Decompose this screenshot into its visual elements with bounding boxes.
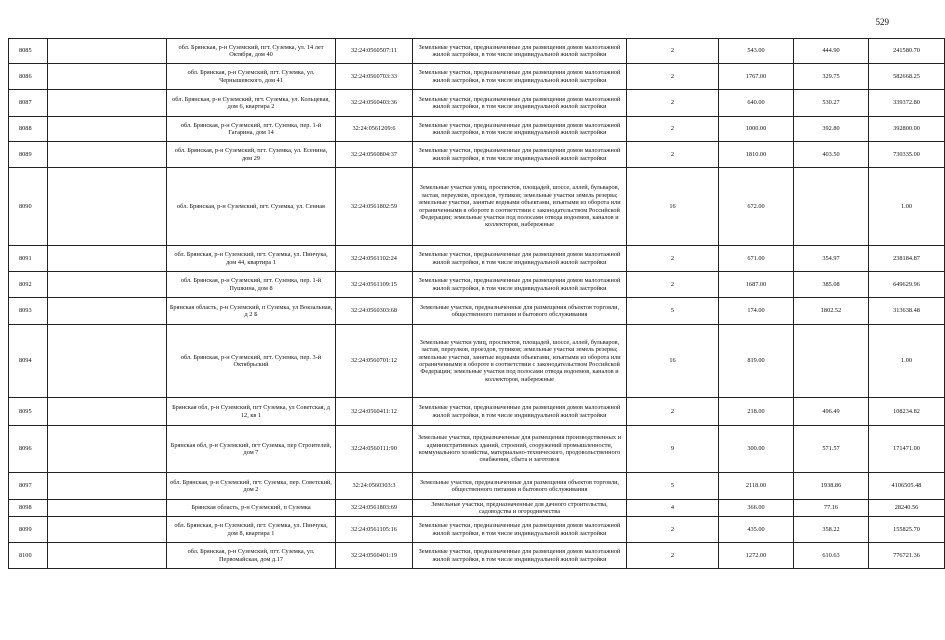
empty-cell bbox=[48, 117, 167, 142]
area-cell: 1000.00 bbox=[719, 117, 794, 142]
cadastral-number-cell: 32:24:0561109:15 bbox=[336, 272, 413, 298]
group-cell: 9 bbox=[627, 426, 719, 473]
address-cell: обл. Брянская, р-н Суземский, пгт. Суземка, пер. 1-й Гагарина, дом 14 bbox=[167, 117, 336, 142]
table-row bbox=[9, 298, 945, 325]
cadastral-number-cell: 32:24:0560303:3 bbox=[336, 473, 413, 500]
table-row bbox=[9, 117, 945, 142]
row-number: 8093 bbox=[9, 298, 48, 325]
address-cell: Брянская обл, р-н Суземский, пгт Суземка, пер Строителей, дом 7 bbox=[167, 426, 336, 473]
row-number: 8088 bbox=[9, 117, 48, 142]
table-row bbox=[9, 168, 945, 246]
table-row bbox=[9, 325, 945, 398]
row-number: 8097 bbox=[9, 473, 48, 500]
land-use-cell: Земельные участки, предназначенные для размещения объектов торговли, общественного питания и бытового обслуживания bbox=[413, 298, 627, 325]
group-cell: 2 bbox=[627, 517, 719, 543]
specific-value-cell: 1938.86 bbox=[794, 473, 869, 500]
land-use-cell: Земельные участки, предназначенные для размещения домов малоэтажной жилой застройки, в том числе индивидуальной жилой застройки bbox=[413, 517, 627, 543]
group-cell: 2 bbox=[627, 142, 719, 168]
group-cell: 5 bbox=[627, 298, 719, 325]
land-use-cell: Земельные участки, предназначенные для размещения объектов торговли, общественного питания и бытового обслуживания bbox=[413, 473, 627, 500]
land-use-cell: Земельные участки, предназначенные для размещения домов малоэтажной жилой застройки, в том числе индивидуальной жилой застройки bbox=[413, 543, 627, 569]
cadastral-number-cell: 32:24:0560703:33 bbox=[336, 64, 413, 90]
land-use-cell: Земельные участки, предназначенные для размещения домов малоэтажной жилой застройки, в том числе индивидуальной жилой застройки bbox=[413, 398, 627, 426]
row-number: 8092 bbox=[9, 272, 48, 298]
address-cell: обл. Брянская, р-н Суземский, пгт. Суземка, ул. 14 лет Октября, дом 40 bbox=[167, 39, 336, 64]
group-cell: 2 bbox=[627, 272, 719, 298]
address-cell: Брянская обл, р-н Суземский, пгт Суземка, ул Советская, д 12, кв 1 bbox=[167, 398, 336, 426]
table-row bbox=[9, 246, 945, 272]
cadastral-value-cell: 28240.56 bbox=[869, 500, 945, 517]
address-cell: обл. Брянская, р-н Суземский, пгт. Суземка, ул. Первомайская, дом д.17 bbox=[167, 543, 336, 569]
empty-cell bbox=[48, 39, 167, 64]
row-number: 8089 bbox=[9, 142, 48, 168]
specific-value-cell bbox=[794, 325, 869, 398]
address-cell: обл. Брянская, р-н Суземский, пгт. Суземка, ул. Пинчука, дом 44, квартира 1 bbox=[167, 246, 336, 272]
address-cell: обл. Брянская, р-н Суземский, пгт. Суземка, ул. Есенина, дом 29 bbox=[167, 142, 336, 168]
row-number: 8091 bbox=[9, 246, 48, 272]
table-row bbox=[9, 398, 945, 426]
empty-cell bbox=[48, 142, 167, 168]
land-use-cell: Земельные участки, предназначенные для размещения домов малоэтажной жилой застройки, в том числе индивидуальной жилой застройки bbox=[413, 64, 627, 90]
cadastral-value-cell: 730335.00 bbox=[869, 142, 945, 168]
row-number: 8100 bbox=[9, 543, 48, 569]
cadastral-number-cell: 32:24:0560111:90 bbox=[336, 426, 413, 473]
group-cell: 2 bbox=[627, 117, 719, 142]
area-cell: 2118.00 bbox=[719, 473, 794, 500]
cadastral-number-cell: 32:24:0561102:24 bbox=[336, 246, 413, 272]
row-number: 8086 bbox=[9, 64, 48, 90]
specific-value-cell: 403.50 bbox=[794, 142, 869, 168]
empty-cell bbox=[48, 426, 167, 473]
table-row bbox=[9, 272, 945, 298]
cadastral-number-cell: 32:24:0560303:68 bbox=[336, 298, 413, 325]
empty-cell bbox=[48, 64, 167, 90]
specific-value-cell: 496.49 bbox=[794, 398, 869, 426]
area-cell: 1272.00 bbox=[719, 543, 794, 569]
area-cell: 1767.00 bbox=[719, 64, 794, 90]
table-row bbox=[9, 64, 945, 90]
cadastral-number-cell: 32:24:0560403:36 bbox=[336, 90, 413, 117]
row-number: 8090 bbox=[9, 168, 48, 246]
row-number: 8096 bbox=[9, 426, 48, 473]
cadastral-value-cell: 155825.70 bbox=[869, 517, 945, 543]
address-cell: обл. Брянская, р-н Суземский, пгт. Суземка, ул. Сенная bbox=[167, 168, 336, 246]
cadastral-number-cell: 32:24:0561803:69 bbox=[336, 500, 413, 517]
group-cell: 2 bbox=[627, 543, 719, 569]
area-cell: 640.00 bbox=[719, 90, 794, 117]
group-cell: 16 bbox=[627, 168, 719, 246]
row-number: 8085 bbox=[9, 39, 48, 64]
land-use-cell: Земельные участки, предназначенные для размещения домов малоэтажной жилой застройки, в том числе индивидуальной жилой застройки bbox=[413, 39, 627, 64]
address-cell: обл. Брянская, р-н Суземский, пгт. Суземка, ул. Чернышевского, дом 41 bbox=[167, 64, 336, 90]
land-use-cell: Земельные участки, предназначенные для размещения домов малоэтажной жилой застройки, в том числе индивидуальной жилой застройки bbox=[413, 90, 627, 117]
cadastral-number-cell: 32:24:0560411:12 bbox=[336, 398, 413, 426]
group-cell: 4 bbox=[627, 500, 719, 517]
cadastral-value-cell: 241580.70 bbox=[869, 39, 945, 64]
area-cell: 543.00 bbox=[719, 39, 794, 64]
specific-value-cell: 1802.52 bbox=[794, 298, 869, 325]
table-row bbox=[9, 142, 945, 168]
empty-cell bbox=[48, 500, 167, 517]
empty-cell bbox=[48, 325, 167, 398]
cadastral-value-cell: 1.00 bbox=[869, 168, 945, 246]
specific-value-cell: 358.22 bbox=[794, 517, 869, 543]
specific-value-cell: 329.75 bbox=[794, 64, 869, 90]
cadastral-number-cell: 32:24:0560507:11 bbox=[336, 39, 413, 64]
specific-value-cell: 385.08 bbox=[794, 272, 869, 298]
cadastral-value-cell: 1.00 bbox=[869, 325, 945, 398]
cadastral-value-cell: 776721.36 bbox=[869, 543, 945, 569]
land-use-cell: Земельные участки улиц, проспектов, площадей, шоссе, аллей, бульваров, застав, переулков, проездов, тупиков; земельные участки земель резерва; земельные участки, занятые водными объектами, изъятыми из оборота или ограниченными в обороте в соответствии с законодательством Российской Федерации; земельные участки под полосами отвода водоемов, каналов и коллекторов, набережные bbox=[413, 325, 627, 398]
area-cell: 174.00 bbox=[719, 298, 794, 325]
address-cell: Брянская область, р-н Суземский, п Суземка bbox=[167, 500, 336, 517]
land-use-cell: Земельные участки, предназначенные для размещения домов малоэтажной жилой застройки, в том числе индивидуальной жилой застройки bbox=[413, 272, 627, 298]
specific-value-cell: 530.27 bbox=[794, 90, 869, 117]
area-cell: 819.00 bbox=[719, 325, 794, 398]
page-number: 529 bbox=[875, 17, 889, 27]
row-number: 8095 bbox=[9, 398, 48, 426]
cadastral-number-cell: 32:24:0560701:12 bbox=[336, 325, 413, 398]
cadastral-value-cell: 649629.96 bbox=[869, 272, 945, 298]
cadastral-number-cell: 32:24:0560804:37 bbox=[336, 142, 413, 168]
group-cell: 2 bbox=[627, 90, 719, 117]
area-cell: 1810.00 bbox=[719, 142, 794, 168]
area-cell: 300.00 bbox=[719, 426, 794, 473]
group-cell: 2 bbox=[627, 64, 719, 90]
table-row bbox=[9, 543, 945, 569]
cadastral-value-cell: 339372.80 bbox=[869, 90, 945, 117]
address-cell: обл. Брянская, р-н Суземский, пгт. Суземка, ул. Пинчука, дом 8, квартира 1 bbox=[167, 517, 336, 543]
specific-value-cell: 444.90 bbox=[794, 39, 869, 64]
specific-value-cell: 392.80 bbox=[794, 117, 869, 142]
empty-cell bbox=[48, 398, 167, 426]
specific-value-cell: 610.63 bbox=[794, 543, 869, 569]
area-cell: 435.00 bbox=[719, 517, 794, 543]
row-number: 8098 bbox=[9, 500, 48, 517]
cadastral-number-cell: 32:24:0561209:6 bbox=[336, 117, 413, 142]
address-cell: Брянская область, р-н Суземский, п Суземка, ул Вокзальная, д 2 Б bbox=[167, 298, 336, 325]
row-number: 8099 bbox=[9, 517, 48, 543]
address-cell: обл. Брянская, р-н Суземский, пгт. Суземка, ул. Кольцевая, дом 6, квартира 2 bbox=[167, 90, 336, 117]
cadastral-value-cell: 108234.82 bbox=[869, 398, 945, 426]
cadastral-value-cell: 4106505.48 bbox=[869, 473, 945, 500]
address-cell: обл. Брянская, р-н Суземский, пгт. Суземка, пер. Советский, дом 2 bbox=[167, 473, 336, 500]
area-cell: 218.00 bbox=[719, 398, 794, 426]
area-cell: 671.00 bbox=[719, 246, 794, 272]
cadastral-number-cell: 32:24:0561802:59 bbox=[336, 168, 413, 246]
area-cell: 1687.00 bbox=[719, 272, 794, 298]
land-use-cell: Земельные участки улиц, проспектов, площадей, шоссе, аллей, бульваров, застав, переулков, проездов, тупиков; земельные участки земель резерва; земельные участки, занятые водными объектами, изъятыми из оборота или ограниченными в обороте в соответствии с законодательством Российской Федерации; земельные участки под полосами отвода водоемов, каналов и коллекторов, набережные bbox=[413, 168, 627, 246]
table-body bbox=[9, 39, 945, 569]
group-cell: 2 bbox=[627, 39, 719, 64]
cadastral-value-cell: 582668.25 bbox=[869, 64, 945, 90]
land-cadastre-table bbox=[8, 38, 945, 569]
empty-cell bbox=[48, 272, 167, 298]
empty-cell bbox=[48, 473, 167, 500]
area-cell: 672.00 bbox=[719, 168, 794, 246]
empty-cell bbox=[48, 543, 167, 569]
land-use-cell: Земельные участки, предназначенные для дачного строительства, садоводства и огородничества bbox=[413, 500, 627, 517]
land-use-cell: Земельные участки, предназначенные для размещения домов малоэтажной жилой застройки, в том числе индивидуальной жилой застройки bbox=[413, 142, 627, 168]
specific-value-cell: 77.16 bbox=[794, 500, 869, 517]
empty-cell bbox=[48, 246, 167, 272]
empty-cell bbox=[48, 90, 167, 117]
group-cell: 5 bbox=[627, 473, 719, 500]
row-number: 8087 bbox=[9, 90, 48, 117]
specific-value-cell: 354.97 bbox=[794, 246, 869, 272]
table-row bbox=[9, 473, 945, 500]
group-cell: 2 bbox=[627, 246, 719, 272]
specific-value-cell: 571.57 bbox=[794, 426, 869, 473]
group-cell: 2 bbox=[627, 398, 719, 426]
area-cell: 366.00 bbox=[719, 500, 794, 517]
land-use-cell: Земельные участки, предназначенные для размещения домов малоэтажной жилой застройки, в том числе индивидуальной жилой застройки bbox=[413, 246, 627, 272]
cadastral-value-cell: 171471.00 bbox=[869, 426, 945, 473]
land-use-cell: Земельные участки, предназначенные для размещения производственных и административных зданий, строений, сооружений промышленности, коммунального хозяйства, материально-технического, продовольственного снабжения, сбыта и заготовок bbox=[413, 426, 627, 473]
empty-cell bbox=[48, 168, 167, 246]
address-cell: обл. Брянская, р-н Суземский, пгт. Суземка, пер. 1-й Пушкина, дом 8 bbox=[167, 272, 336, 298]
table-row bbox=[9, 90, 945, 117]
specific-value-cell bbox=[794, 168, 869, 246]
land-use-cell: Земельные участки, предназначенные для размещения домов малоэтажной жилой застройки, в том числе индивидуальной жилой застройки bbox=[413, 117, 627, 142]
table-row bbox=[9, 500, 945, 517]
row-number: 8094 bbox=[9, 325, 48, 398]
cadastral-value-cell: 392800.00 bbox=[869, 117, 945, 142]
empty-cell bbox=[48, 298, 167, 325]
cadastral-value-cell: 238184.87 bbox=[869, 246, 945, 272]
cadastral-value-cell: 313638.48 bbox=[869, 298, 945, 325]
cadastral-number-cell: 32:24:0561105:16 bbox=[336, 517, 413, 543]
table-row bbox=[9, 39, 945, 64]
empty-cell bbox=[48, 517, 167, 543]
table-row bbox=[9, 426, 945, 473]
table-row bbox=[9, 517, 945, 543]
group-cell: 16 bbox=[627, 325, 719, 398]
cadastral-number-cell: 32:24:0560401:19 bbox=[336, 543, 413, 569]
address-cell: обл. Брянская, р-н Суземский, пгт. Суземка, пер. 3-й Октябрьский bbox=[167, 325, 336, 398]
